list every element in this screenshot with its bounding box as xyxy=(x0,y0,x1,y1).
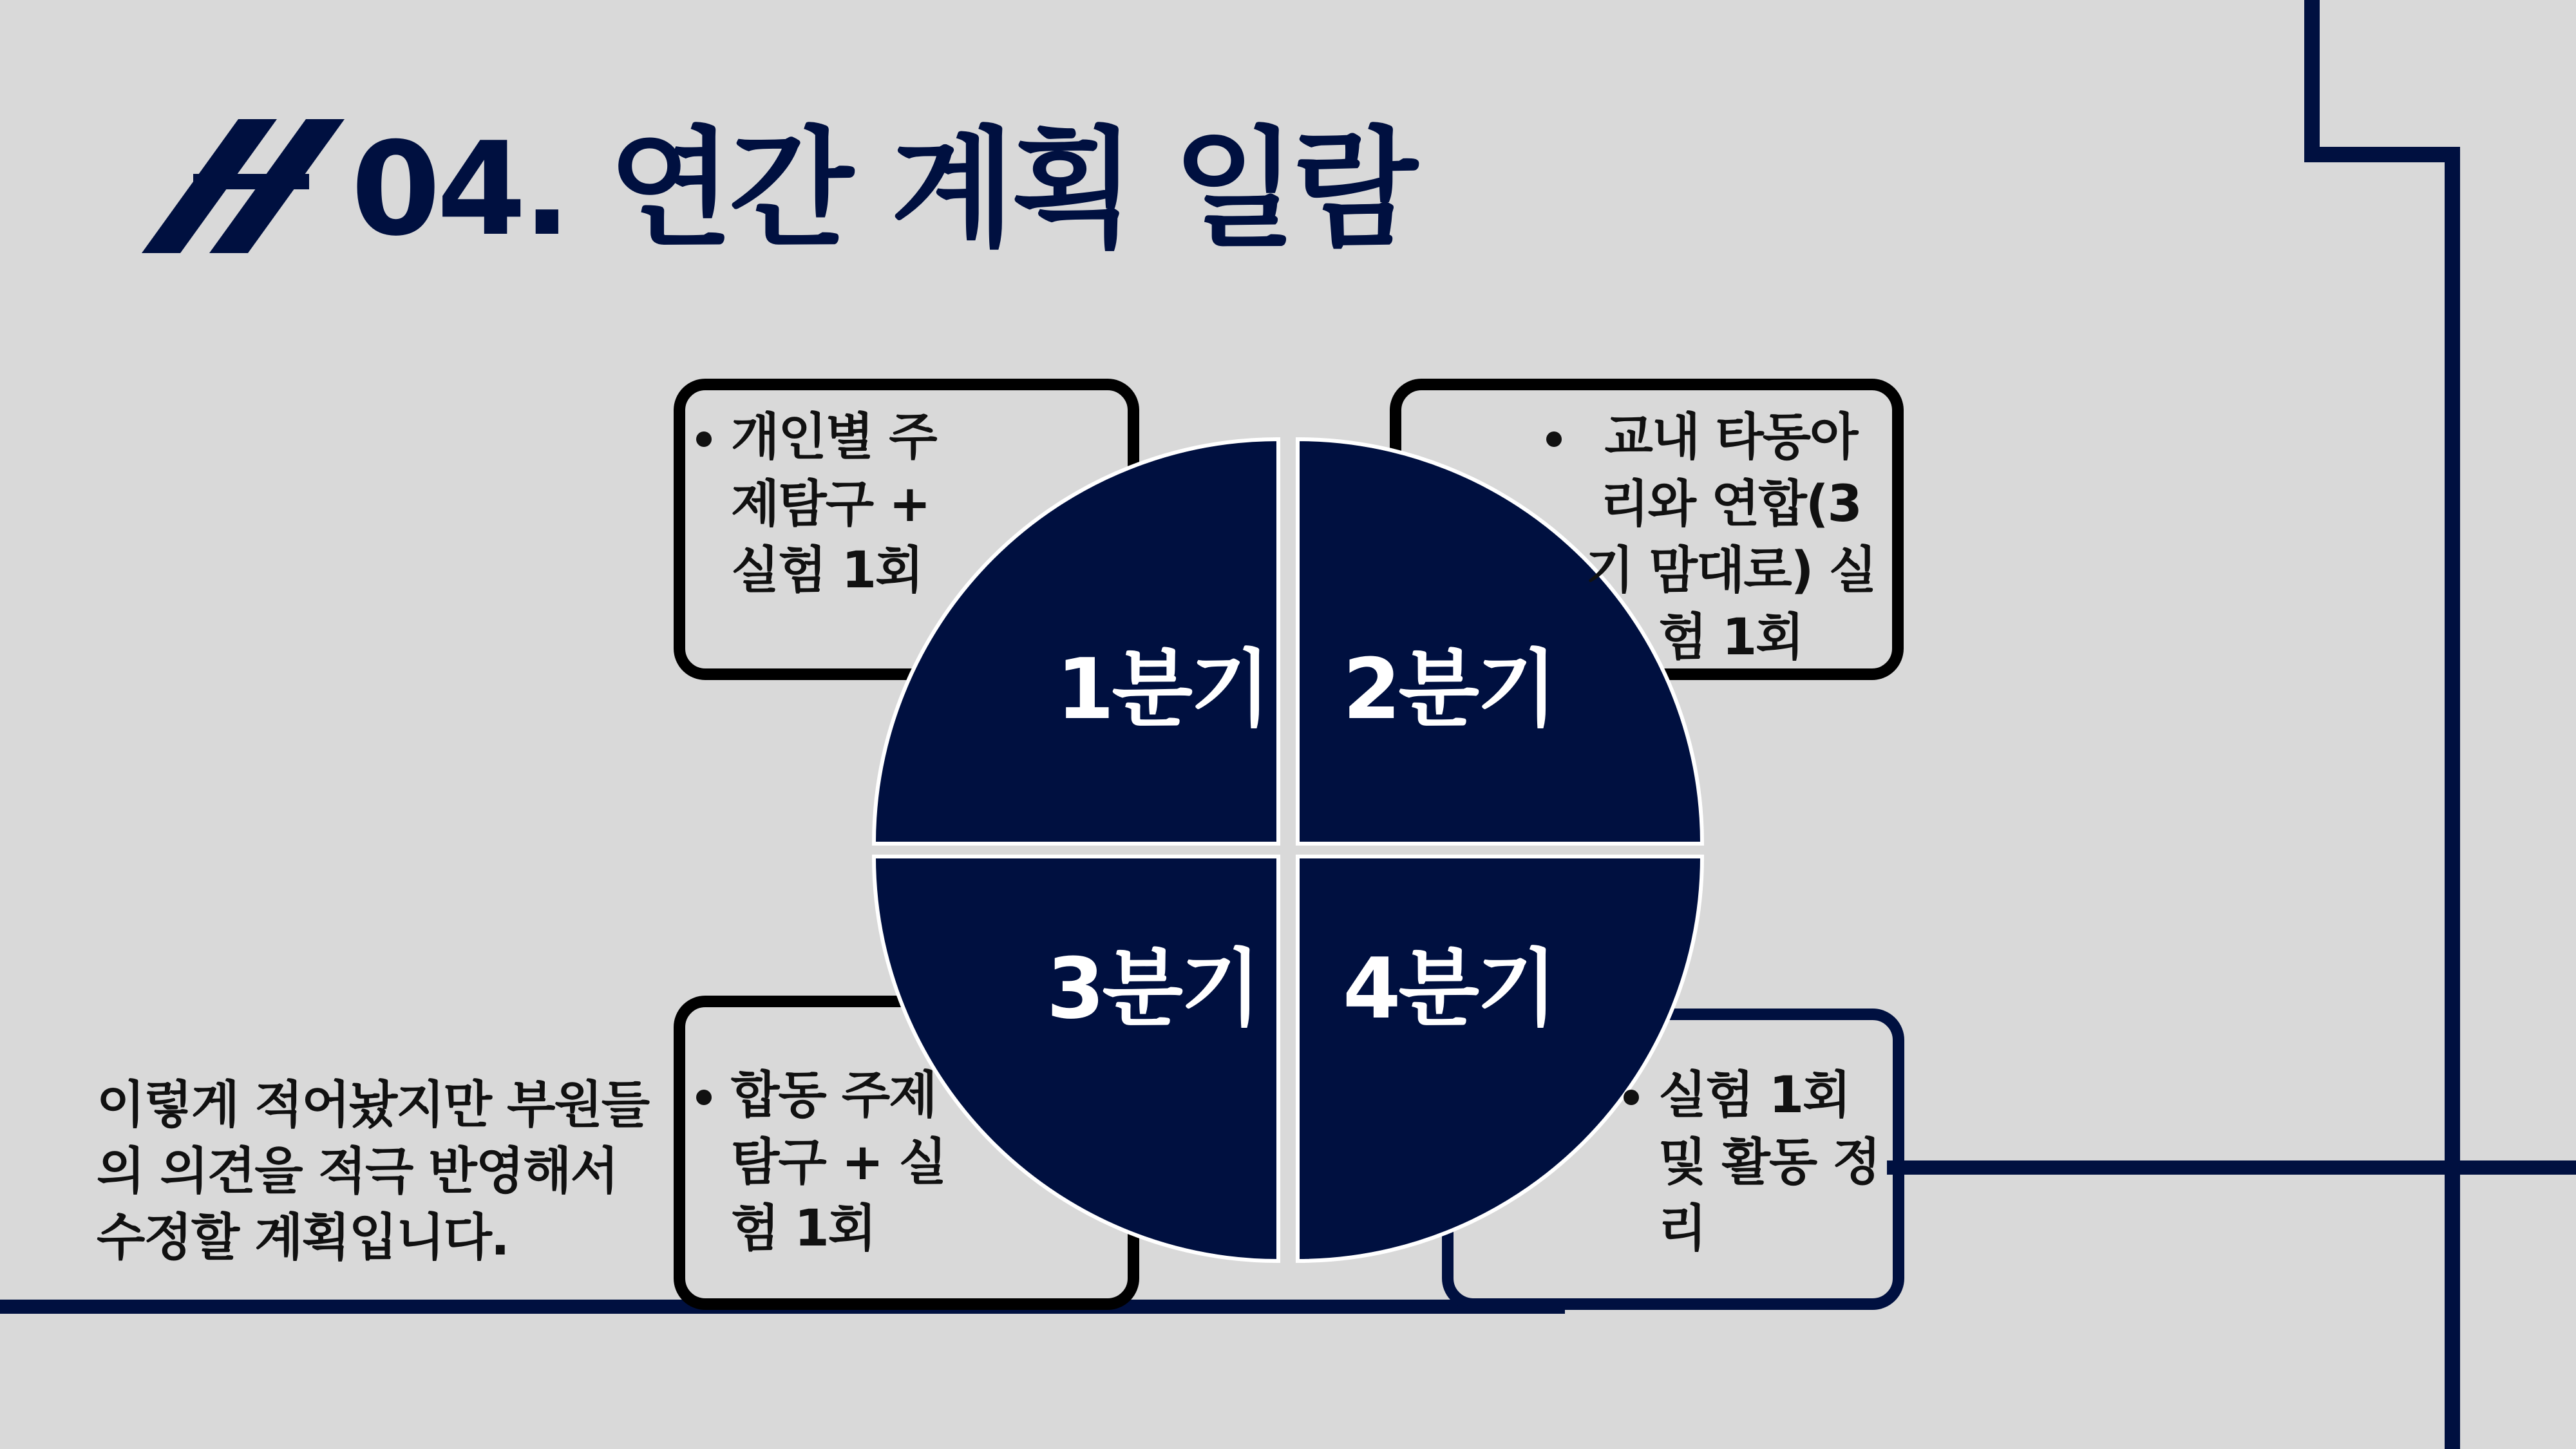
q1-note xyxy=(696,404,979,605)
q2-label: 2분기 xyxy=(1343,640,1555,738)
decor-line-right-horizontal xyxy=(1887,1160,2576,1175)
double-slash-icon xyxy=(142,119,345,253)
q1-label: 1분기 xyxy=(1056,640,1269,738)
decor-line-top-vertical xyxy=(2304,0,2320,161)
q4-note-item: • 실험 1회 및 활동 정리 xyxy=(1658,1063,1887,1263)
q2-note xyxy=(1546,404,1880,672)
decor-line-top-horizontal xyxy=(2304,147,2459,162)
q3-label: 3분기 xyxy=(1046,940,1259,1037)
q4-note xyxy=(1623,1063,1887,1263)
q2-note-item: • 교내 타동아리와 연합(3기 맘대로) 실험 1회 xyxy=(1581,404,1880,672)
memo-text: 이렇게 적어놨지만 부원들의 의견을 적극 반영해서 수정할 계획입니다. xyxy=(97,1076,649,1267)
q3-note-item: • 합동 주제탐구 + 실험 1회 xyxy=(731,1063,972,1263)
q3-note xyxy=(696,1063,972,1263)
page-title: 04. 연간 계획 일람 xyxy=(351,115,1414,265)
decor-line-right-vertical xyxy=(2445,147,2460,1449)
q1-note-item: • 개인별 주제탐구 + 실험 1회 xyxy=(731,404,979,605)
q4-label: 4분기 xyxy=(1343,940,1555,1037)
